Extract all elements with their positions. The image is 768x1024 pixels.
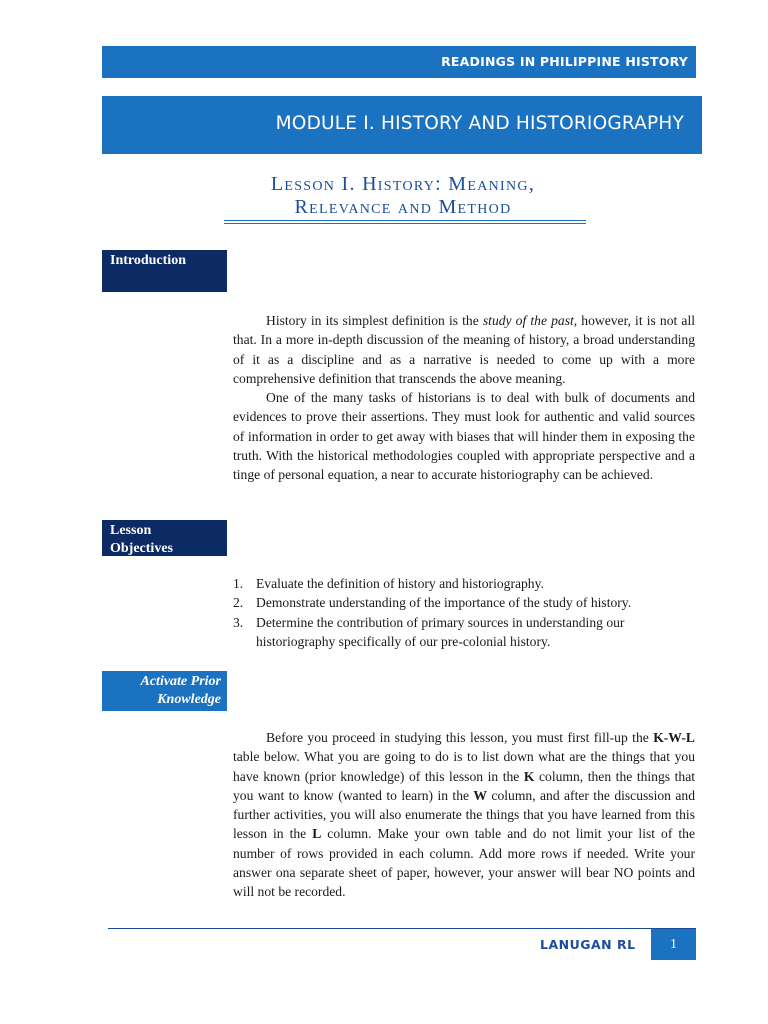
footer-author: LANUGAN RL (540, 937, 636, 952)
objective-item (233, 574, 695, 593)
objective-text: Evaluate the definition of history and historiography. (256, 576, 544, 591)
introduction-paragraph-2: One of the many tasks of historians is to deal with bulk of documents and evidences to prove their assertions. They must look for authentic and valid sources of information in order to get away with biases that will hinder them in exposing the truth. With the historical methodologies coupled with appropriate perspective and a tinge of personal equation, a near to accurate historiography can be achieved. (233, 390, 695, 483)
kwl-bold-k: K (523, 768, 535, 784)
lesson-title-underline (224, 220, 586, 224)
objective-item (233, 613, 695, 652)
lesson-title (218, 173, 588, 219)
footer-divider (108, 928, 696, 929)
objectives-list (233, 574, 695, 651)
intro-p1-italic: study of the past, (482, 313, 578, 328)
lesson-title-line-2: Relevance and Method (294, 196, 512, 218)
activate-prior-knowledge-label (102, 671, 227, 711)
kwl-bold-l: L (312, 826, 322, 842)
introduction-paragraph-1 (233, 311, 695, 388)
course-banner (102, 46, 696, 78)
lesson-objectives-label (102, 520, 227, 556)
kwl-text-4: column, and after the discussion and further activities, you will also enumerate the things that you have learned from this lesson in the (233, 787, 695, 842)
objectives-label-line-2: Objectives (110, 541, 173, 556)
objectives-label-line-1: Lesson (110, 523, 152, 538)
introduction-label (102, 250, 227, 292)
kwl-text-5: column. Make your own table and do not limit your list of the number of rows provided in each column. Add more rows if needed. Write your answer ona separate sheet of paper, however, your answer will bear NO points and will not be recorded. (233, 826, 695, 900)
activate-label-line-1: Activate Prior (140, 674, 221, 689)
intro-p1-before: History in its simplest definition is the (266, 313, 483, 328)
course-title: READINGS IN PHILIPPINE HISTORY (441, 54, 688, 69)
page-number: 1 (651, 929, 696, 960)
kwl-text-1: Before you proceed in studying this lesson, you must first fill-up the (266, 730, 654, 745)
introduction-label-text: Introduction (110, 253, 186, 268)
kwl-bold-w: W (473, 787, 488, 803)
objective-number: 1. (233, 576, 244, 591)
kwl-instructions-paragraph (233, 728, 695, 902)
kwl-bold-kwl: K-W-L (653, 730, 695, 745)
lesson-title-line-1: Lesson I. History: Meaning, (270, 173, 536, 195)
objective-text: Determine the contribution of primary sources in understanding our historiography specifically of our pre-colonial history. (256, 614, 625, 649)
objective-text: Demonstrate understanding of the importance of the study of history. (256, 595, 632, 611)
module-title: MODULE I. HISTORY AND HISTORIOGRAPHY (275, 113, 684, 134)
objective-number: 3. (233, 614, 244, 630)
kwl-text-3: column, then the things that you want to know (wanted to learn) in the (233, 768, 696, 803)
kwl-text-2: table below. What you are going to do is to list down what are the things that you have known (prior knowledge) of this lesson in the (233, 749, 695, 784)
objective-number: 2. (233, 595, 244, 611)
intro-p1-after: however, it is not all that. In a more in-depth discussion of the meaning of history, a broad understanding of it as a discipline and as a narrative is needed to come up with a more comprehensive definition that transcends the above meaning. (233, 313, 695, 386)
activate-label-line-2: Knowledge (157, 692, 221, 707)
module-banner (102, 96, 702, 154)
objective-item (233, 593, 695, 612)
